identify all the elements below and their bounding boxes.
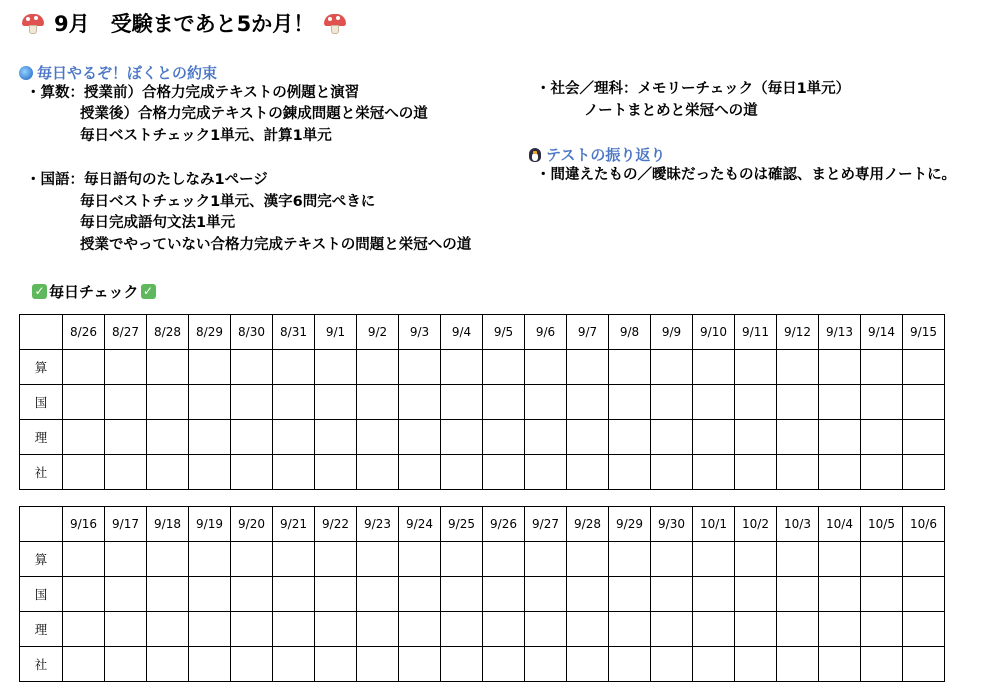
social-science-line-1: ・社会／理科：メモリーチェック（毎日1単元） — [536, 81, 851, 97]
date-header: 9/29 — [609, 507, 651, 542]
subject-label: 理 — [20, 420, 63, 455]
check-cell[interactable] — [861, 577, 903, 612]
check-cell[interactable] — [63, 542, 105, 577]
corner-cell — [20, 315, 63, 350]
check-cell[interactable] — [105, 577, 147, 612]
check-cell[interactable] — [651, 420, 693, 455]
japanese-line-2: 毎日ベストチェック1単元、漢字6問完ぺきに — [80, 194, 376, 210]
check-cell[interactable] — [567, 455, 609, 490]
check-cell[interactable] — [483, 647, 525, 682]
check-cell[interactable] — [777, 385, 819, 420]
date-header: 9/27 — [525, 507, 567, 542]
check-cell[interactable] — [315, 385, 357, 420]
check-cell[interactable] — [567, 577, 609, 612]
subject-label: 算 — [20, 350, 63, 385]
check-cell[interactable] — [105, 647, 147, 682]
date-header: 8/29 — [189, 315, 231, 350]
date-header: 8/26 — [63, 315, 105, 350]
date-header: 9/4 — [441, 315, 483, 350]
check-cell[interactable] — [651, 577, 693, 612]
promise-heading — [19, 62, 217, 83]
check-cell[interactable] — [777, 612, 819, 647]
check-cell[interactable] — [441, 455, 483, 490]
check-cell[interactable] — [903, 420, 945, 455]
check-cell[interactable] — [441, 647, 483, 682]
check-cell[interactable] — [525, 612, 567, 647]
globe-icon — [19, 66, 33, 80]
check-cell[interactable] — [273, 647, 315, 682]
date-header: 8/31 — [273, 315, 315, 350]
check-cell[interactable] — [399, 612, 441, 647]
date-header: 9/12 — [777, 315, 819, 350]
check-cell[interactable] — [609, 542, 651, 577]
check-cell[interactable] — [189, 385, 231, 420]
check-cell[interactable] — [441, 420, 483, 455]
check-cell[interactable] — [357, 542, 399, 577]
check-cell[interactable] — [273, 385, 315, 420]
daily-check-heading-text: 毎日チェック — [49, 283, 139, 301]
check-box-icon: ✓ — [32, 284, 47, 299]
date-header: 9/3 — [399, 315, 441, 350]
subject-label: 社 — [20, 455, 63, 490]
check-cell[interactable] — [483, 385, 525, 420]
date-header: 9/10 — [693, 315, 735, 350]
check-cell[interactable] — [609, 350, 651, 385]
check-cell[interactable] — [525, 350, 567, 385]
date-header: 10/4 — [819, 507, 861, 542]
check-cell[interactable] — [147, 577, 189, 612]
check-cell[interactable] — [189, 420, 231, 455]
check-cell[interactable] — [777, 577, 819, 612]
check-cell[interactable] — [231, 455, 273, 490]
check-cell[interactable] — [189, 577, 231, 612]
check-cell[interactable] — [903, 542, 945, 577]
check-cell[interactable] — [777, 647, 819, 682]
check-cell[interactable] — [819, 385, 861, 420]
daily-check-table-1 — [19, 314, 945, 490]
check-box-icon: ✓ — [141, 284, 156, 299]
check-cell[interactable] — [651, 385, 693, 420]
date-header: 9/16 — [63, 507, 105, 542]
check-cell[interactable] — [693, 350, 735, 385]
daily-check-table-2 — [19, 506, 945, 682]
check-cell[interactable] — [63, 577, 105, 612]
check-cell[interactable] — [651, 612, 693, 647]
check-cell[interactable] — [777, 350, 819, 385]
check-cell[interactable] — [399, 385, 441, 420]
review-line: ・間違えたもの／曖昧だったものは確認、まとめ専用ノートに。 — [536, 167, 957, 183]
check-cell[interactable] — [861, 385, 903, 420]
check-cell[interactable] — [315, 420, 357, 455]
check-cell[interactable] — [567, 647, 609, 682]
subject-row — [20, 455, 945, 490]
check-cell[interactable] — [651, 455, 693, 490]
check-cell[interactable] — [231, 612, 273, 647]
date-header: 8/27 — [105, 315, 147, 350]
date-header: 9/28 — [567, 507, 609, 542]
date-header: 9/30 — [651, 507, 693, 542]
date-header: 9/5 — [483, 315, 525, 350]
date-header: 9/14 — [861, 315, 903, 350]
check-cell[interactable] — [63, 647, 105, 682]
japanese-line-4: 授業でやっていない合格力完成テキストの問題と栄冠への道 — [80, 237, 472, 253]
check-cell[interactable] — [693, 542, 735, 577]
check-cell[interactable] — [273, 542, 315, 577]
check-cell[interactable] — [231, 420, 273, 455]
check-cell[interactable] — [105, 350, 147, 385]
check-cell[interactable] — [399, 647, 441, 682]
check-cell[interactable] — [693, 612, 735, 647]
subject-label: 理 — [20, 612, 63, 647]
check-cell[interactable] — [567, 420, 609, 455]
check-cell[interactable] — [819, 420, 861, 455]
check-cell[interactable] — [441, 577, 483, 612]
review-heading-text: テストの振り返り — [546, 146, 666, 164]
check-cell[interactable] — [399, 350, 441, 385]
check-cell[interactable] — [693, 577, 735, 612]
japanese-line-1: ・国語：毎日語句のたしなみ1ページ — [26, 172, 268, 188]
check-cell[interactable] — [693, 647, 735, 682]
subject-row — [20, 647, 945, 682]
check-cell[interactable] — [399, 542, 441, 577]
date-header: 9/8 — [609, 315, 651, 350]
date-header: 10/1 — [693, 507, 735, 542]
check-cell[interactable] — [189, 612, 231, 647]
check-cell[interactable] — [483, 420, 525, 455]
check-cell[interactable] — [399, 577, 441, 612]
promise-heading-text: 毎日やるぞ！ぼくとの約束 — [37, 64, 218, 82]
check-cell[interactable] — [483, 612, 525, 647]
check-cell[interactable] — [609, 647, 651, 682]
check-cell[interactable] — [609, 612, 651, 647]
date-header: 10/5 — [861, 507, 903, 542]
check-cell[interactable] — [819, 542, 861, 577]
check-cell[interactable] — [231, 385, 273, 420]
check-cell[interactable] — [567, 385, 609, 420]
check-cell[interactable] — [357, 612, 399, 647]
subject-label: 算 — [20, 542, 63, 577]
subject-label: 社 — [20, 647, 63, 682]
check-cell[interactable] — [819, 577, 861, 612]
check-cell[interactable] — [651, 350, 693, 385]
check-cell[interactable] — [63, 350, 105, 385]
check-cell[interactable] — [525, 577, 567, 612]
check-cell[interactable] — [399, 420, 441, 455]
math-line-1: ・算数：授業前）合格力完成テキストの例題と演習 — [26, 85, 360, 101]
check-cell[interactable] — [777, 420, 819, 455]
check-cell[interactable] — [903, 612, 945, 647]
check-cell[interactable] — [357, 647, 399, 682]
review-heading — [528, 144, 665, 165]
check-cell[interactable] — [777, 542, 819, 577]
check-cell[interactable] — [315, 612, 357, 647]
check-cell[interactable] — [861, 420, 903, 455]
date-header: 9/26 — [483, 507, 525, 542]
check-cell[interactable] — [903, 455, 945, 490]
check-cell[interactable] — [903, 577, 945, 612]
check-cell[interactable] — [483, 350, 525, 385]
check-cell[interactable] — [735, 420, 777, 455]
check-cell[interactable] — [609, 420, 651, 455]
check-cell[interactable] — [819, 647, 861, 682]
check-cell[interactable] — [105, 612, 147, 647]
check-cell[interactable] — [819, 612, 861, 647]
subject-label: 国 — [20, 577, 63, 612]
check-cell[interactable] — [105, 420, 147, 455]
daily-check-heading — [30, 281, 158, 302]
check-cell[interactable] — [609, 577, 651, 612]
check-cell[interactable] — [315, 647, 357, 682]
corner-cell — [20, 507, 63, 542]
check-cell[interactable] — [819, 455, 861, 490]
check-cell[interactable] — [777, 455, 819, 490]
subject-row — [20, 350, 945, 385]
check-cell[interactable] — [567, 350, 609, 385]
date-header: 8/28 — [147, 315, 189, 350]
date-header: 9/13 — [819, 315, 861, 350]
date-header: 9/1 — [315, 315, 357, 350]
check-cell[interactable] — [903, 647, 945, 682]
check-cell[interactable] — [315, 542, 357, 577]
subject-row — [20, 542, 945, 577]
check-cell[interactable] — [903, 385, 945, 420]
check-cell[interactable] — [693, 420, 735, 455]
check-cell[interactable] — [441, 542, 483, 577]
check-cell[interactable] — [357, 420, 399, 455]
check-cell[interactable] — [735, 455, 777, 490]
check-cell[interactable] — [231, 647, 273, 682]
check-cell[interactable] — [441, 612, 483, 647]
check-cell[interactable] — [189, 455, 231, 490]
date-header: 9/7 — [567, 315, 609, 350]
check-cell[interactable] — [273, 612, 315, 647]
check-cell[interactable] — [189, 350, 231, 385]
date-header: 9/21 — [273, 507, 315, 542]
check-cell[interactable] — [273, 577, 315, 612]
check-cell[interactable] — [105, 385, 147, 420]
check-cell[interactable] — [105, 455, 147, 490]
check-cell[interactable] — [483, 455, 525, 490]
penguin-icon — [528, 147, 542, 163]
check-cell[interactable] — [315, 455, 357, 490]
check-cell[interactable] — [315, 577, 357, 612]
check-cell[interactable] — [147, 455, 189, 490]
check-cell[interactable] — [231, 350, 273, 385]
date-header: 9/25 — [441, 507, 483, 542]
check-cell[interactable] — [735, 385, 777, 420]
check-cell[interactable] — [735, 577, 777, 612]
check-cell[interactable] — [861, 455, 903, 490]
mushroom-icon — [22, 12, 44, 34]
check-cell[interactable] — [147, 647, 189, 682]
date-header: 9/24 — [399, 507, 441, 542]
check-cell[interactable] — [651, 647, 693, 682]
check-cell[interactable] — [735, 612, 777, 647]
date-header: 9/20 — [231, 507, 273, 542]
date-header: 9/17 — [105, 507, 147, 542]
date-header: 9/6 — [525, 315, 567, 350]
check-cell[interactable] — [105, 542, 147, 577]
check-cell[interactable] — [441, 385, 483, 420]
date-header: 8/30 — [231, 315, 273, 350]
check-cell[interactable] — [231, 577, 273, 612]
check-cell[interactable] — [693, 455, 735, 490]
check-cell[interactable] — [819, 350, 861, 385]
check-cell[interactable] — [735, 350, 777, 385]
check-cell[interactable] — [903, 350, 945, 385]
check-cell[interactable] — [357, 385, 399, 420]
check-cell[interactable] — [651, 542, 693, 577]
check-cell[interactable] — [861, 350, 903, 385]
check-cell[interactable] — [567, 542, 609, 577]
subject-label: 国 — [20, 385, 63, 420]
date-header: 9/9 — [651, 315, 693, 350]
check-cell[interactable] — [357, 577, 399, 612]
check-cell[interactable] — [735, 542, 777, 577]
check-cell[interactable] — [63, 455, 105, 490]
check-cell[interactable] — [483, 542, 525, 577]
check-cell[interactable] — [273, 350, 315, 385]
check-cell[interactable] — [861, 542, 903, 577]
subject-row — [20, 385, 945, 420]
check-cell[interactable] — [315, 350, 357, 385]
page-title: 9月 受験まであと5か月！ — [54, 12, 315, 36]
japanese-line-3: 毎日完成語句文法1単元 — [80, 215, 236, 231]
date-header: 10/6 — [903, 507, 945, 542]
check-cell[interactable] — [861, 612, 903, 647]
check-cell[interactable] — [357, 350, 399, 385]
check-cell[interactable] — [147, 420, 189, 455]
check-cell[interactable] — [147, 385, 189, 420]
check-cell[interactable] — [63, 420, 105, 455]
check-cell[interactable] — [525, 542, 567, 577]
check-cell[interactable] — [189, 542, 231, 577]
math-line-2: 授業後）合格力完成テキストの錬成問題と栄冠への道 — [80, 106, 428, 122]
subject-row — [20, 577, 945, 612]
check-cell[interactable] — [189, 647, 231, 682]
check-cell[interactable] — [147, 542, 189, 577]
date-header: 9/18 — [147, 507, 189, 542]
check-cell[interactable] — [525, 647, 567, 682]
check-cell[interactable] — [609, 455, 651, 490]
check-cell[interactable] — [399, 455, 441, 490]
check-cell[interactable] — [273, 455, 315, 490]
mushroom-icon — [324, 12, 346, 34]
date-header: 9/23 — [357, 507, 399, 542]
check-cell[interactable] — [525, 455, 567, 490]
date-header: 10/3 — [777, 507, 819, 542]
check-cell[interactable] — [525, 385, 567, 420]
check-cell[interactable] — [609, 385, 651, 420]
check-cell[interactable] — [231, 542, 273, 577]
check-cell[interactable] — [147, 612, 189, 647]
check-cell[interactable] — [483, 577, 525, 612]
check-cell[interactable] — [525, 420, 567, 455]
check-cell[interactable] — [441, 350, 483, 385]
check-cell[interactable] — [147, 350, 189, 385]
subject-row — [20, 612, 945, 647]
page-title-row — [18, 8, 350, 38]
date-header: 10/2 — [735, 507, 777, 542]
check-cell[interactable] — [63, 612, 105, 647]
date-header: 9/15 — [903, 315, 945, 350]
check-cell[interactable] — [273, 420, 315, 455]
subject-row — [20, 420, 945, 455]
check-cell[interactable] — [693, 385, 735, 420]
social-science-line-2: ノートまとめと栄冠への道 — [584, 103, 758, 119]
date-header: 9/19 — [189, 507, 231, 542]
date-header: 9/11 — [735, 315, 777, 350]
check-cell[interactable] — [735, 647, 777, 682]
math-line-3: 毎日ベストチェック1単元、計算1単元 — [80, 128, 332, 144]
date-header: 9/22 — [315, 507, 357, 542]
date-header: 9/2 — [357, 315, 399, 350]
check-cell[interactable] — [63, 385, 105, 420]
check-cell[interactable] — [567, 612, 609, 647]
check-cell[interactable] — [861, 647, 903, 682]
check-cell[interactable] — [357, 455, 399, 490]
